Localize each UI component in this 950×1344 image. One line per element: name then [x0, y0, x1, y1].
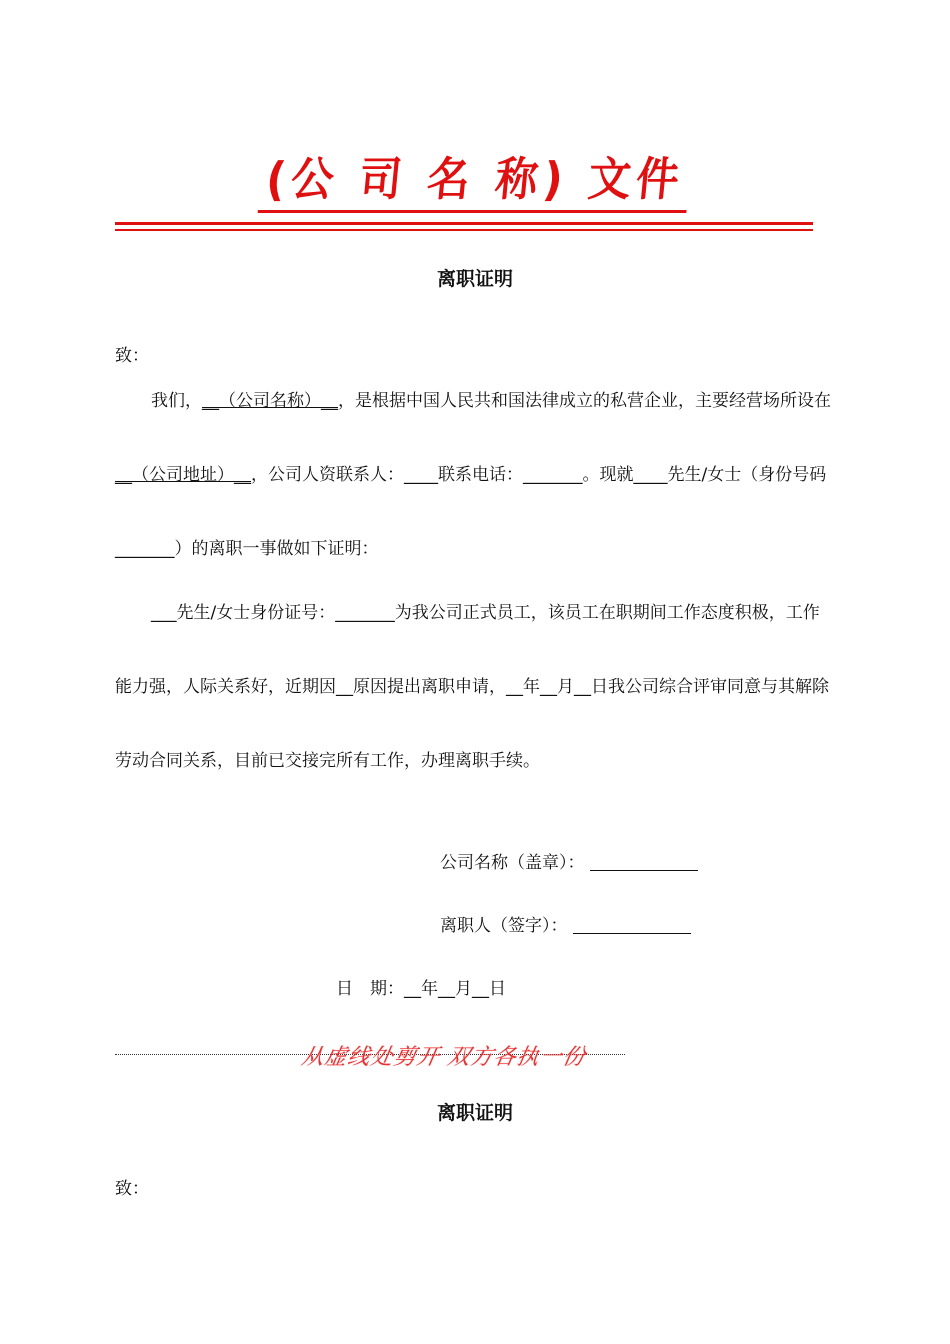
signer-blank: [573, 915, 691, 934]
company-seal-blank: [590, 852, 698, 871]
salutation: 致：: [115, 346, 149, 366]
intro-text-a: 我们，: [151, 391, 202, 411]
red-double-rule: [115, 222, 813, 231]
company-seal-line: [440, 848, 698, 873]
paragraph-intro: [115, 364, 835, 586]
company-seal-label: 公司名称（盖章）：: [440, 853, 585, 873]
company-header: [0, 150, 950, 213]
certificate-title: 离职证明: [436, 268, 513, 290]
cut-notice: 从虚线处剪开 双方各执一份: [299, 1045, 588, 1070]
company-header-title: (公 司 名 称) 文件: [258, 150, 693, 213]
copy-certificate-title: 离职证明: [436, 1102, 513, 1124]
date-line: 日 期：__年__月__日: [336, 979, 506, 999]
intro-text-c: ，公司人资联系人：____联系电话：_______。现就____先生/女士（身份号码_______）的离职一事做如下证明：: [115, 465, 827, 559]
signer-line: [440, 911, 691, 936]
company-name-field: __（公司名称）__: [202, 391, 338, 411]
signer-label: 离职人（签字）：: [440, 916, 568, 936]
paragraph-body: ___先生/女士身份证号：_______为我公司正式员工，该员工在职期间工作态度积极，工作能力强，人际关系好，近期因__原因提出离职申请，__年__月__日我公司综合评审同意与其解除劳动合同关系，目前已交接完所有工作，办理离职手续。: [115, 603, 829, 771]
intro-text-b: ，是根据中国人民共和国法律成立的私营企业，主要经营场所设在: [338, 391, 831, 411]
company-address-field: __（公司地址）__: [115, 465, 251, 485]
copy-salutation: 致：: [115, 1179, 149, 1199]
